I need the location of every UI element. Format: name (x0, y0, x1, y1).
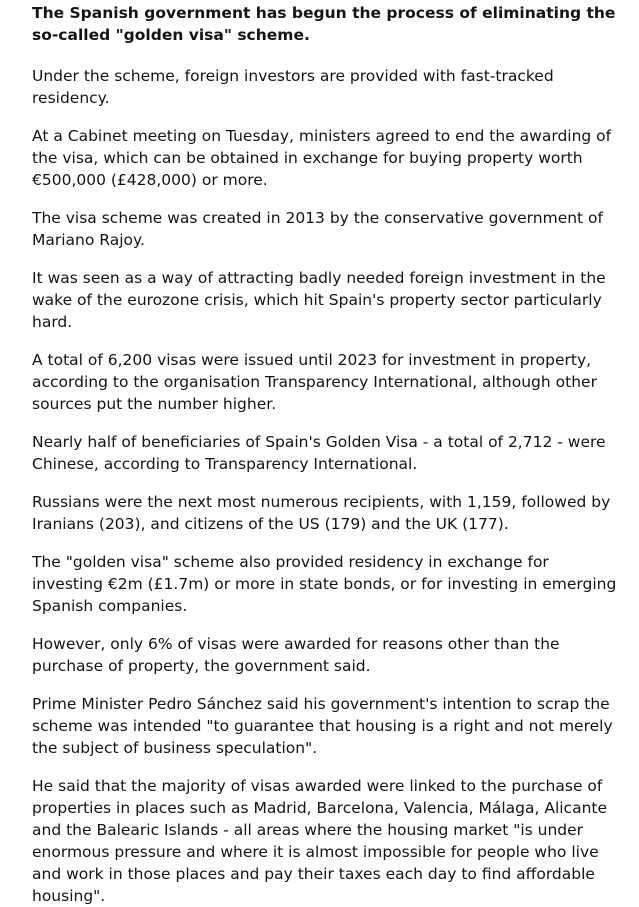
article-paragraph: Prime Minister Pedro Sánchez said his government's intention to scrap the scheme was intended "to guarantee that housing is a right and not merely the subject of business speculation". (32, 695, 613, 757)
article-paragraph: Russians were the next most numerous recipients, with 1,159, followed by Iranians (203), and citizens of the US (179) and the UK (177). (32, 493, 611, 533)
article-paragraph: Under the scheme, foreign investors are provided with fast-tracked residency. (32, 67, 554, 107)
article-paragraph: However, only 6% of visas were awarded for reasons other than the purchase of property, the government said. (32, 635, 560, 675)
article-paragraph: He said that the majority of visas awarded were linked to the purchase of properties in places such as Madrid, Barcelona, Valencia, Málaga, Alicante and the Balearic Islands - all areas where the housing market "is under enormous pressure and where it is almost impossible for people who live and work in those places and pay their taxes each day to find affordable housing". (32, 777, 608, 905)
article-paragraph (32, 551, 622, 617)
article-paragraph: It was seen as a way of attracting badly needed foreign investment in the wake of the eurozone crisis, which hit Spain's property sector particularly hard. (32, 269, 606, 331)
article-paragraph: Nearly half of beneficiaries of Spain's Golden Visa - a total of 2,712 - were Chinese, according to Transparency International. (32, 433, 606, 473)
article-paragraph: A total of 6,200 visas were issued until 2023 for investment in property, according to the organisation Transparency International, although other sources put the number higher. (32, 351, 597, 413)
article-body (32, 0, 622, 907)
article-lead: The Spanish government has begun the process of eliminating the so-called "golden visa" scheme. (32, 4, 616, 44)
article-paragraph-text: The "golden visa" scheme also provided residency in exchange for investing €2m (£1.7m) or more in state bonds, or for investing in emerging Spanish companies. (32, 553, 617, 615)
article-paragraph: At a Cabinet meeting on Tuesday, ministers agreed to end the awarding of the visa, which can be obtained in exchange for buying property worth €500,000 (£428,000) or more. (32, 127, 612, 189)
article-paragraph: The visa scheme was created in 2013 by the conservative government of Mariano Rajoy. (32, 209, 603, 249)
